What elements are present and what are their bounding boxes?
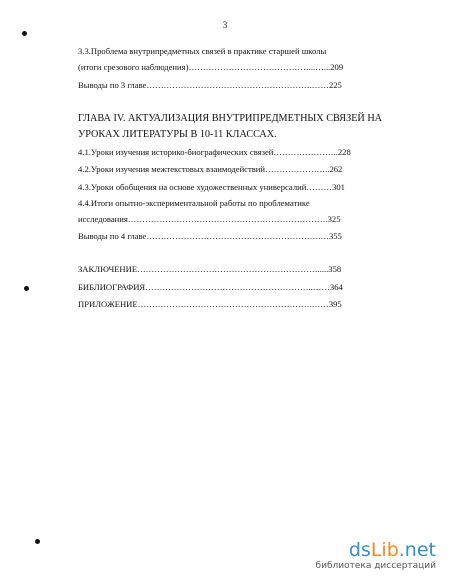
toc-entry-ch3-conclusions: Выводы по 3 главе………………………………………………….……225: [78, 80, 342, 90]
logo-net: .net: [398, 539, 436, 561]
binding-hole-top: [22, 31, 27, 36]
dslib-logo: [316, 540, 436, 560]
toc-entry-4-4: 4.4.Итоги опытно-экспериментальной работы по проблематике: [78, 198, 310, 208]
dslib-watermark: [316, 540, 436, 571]
logo-ds: ds: [348, 539, 371, 561]
toc-entry-bibliography: БИБЛИОГРАФИЯ…………………………………………………..……364: [78, 282, 343, 292]
page-number: 3: [222, 20, 228, 30]
dslib-subtitle: библиотека диссертаций: [315, 561, 436, 571]
toc-entry-4-3: 4.3.Уроки обобщения на основе художественных универсалий………301: [78, 182, 345, 192]
toc-entry-appendix: ПРИЛОЖЕНИЕ…………………………………………………….……395: [78, 299, 342, 309]
chapter-title-line-2: УРОКАХ ЛИТЕРАТУРЫ В 10-11 КЛАССАХ.: [78, 129, 277, 140]
logo-lib: Lib: [370, 539, 399, 561]
toc-entry-3-3: 3.3.Проблема внутрипредметных связей в практике старшей школы: [78, 46, 327, 56]
toc-entry-3-3-cont: (итоги срезового наблюдения)……………………………………...…...209: [78, 62, 344, 72]
toc-entry-conclusion: ЗАКЛЮЧЕНИЕ……………………………………………………….....358: [78, 264, 342, 274]
chapter-title-line-1: ГЛАВА IV. АКТУАЛИЗАЦИЯ ВНУТРИПРЕДМЕТНЫХ СВЯЗЕЙ НА: [78, 113, 383, 124]
toc-entry-ch4-conclusions: Выводы по 4 главе…………………………………………………….…355: [78, 231, 342, 241]
table-of-contents: [78, 0, 383, 581]
binding-hole-middle: [24, 286, 29, 291]
toc-entry-4-4-cont: исследования…………………………………………………………….325: [78, 214, 341, 224]
toc-entry-4-2: 4.2.Уроки изучения межтекстовых взаимодействий…………………..262: [78, 164, 343, 174]
binding-hole-bottom: [35, 539, 40, 544]
toc-entry-4-1: 4.1.Уроки изучения историко-биографических связей…………………..228: [78, 147, 351, 157]
